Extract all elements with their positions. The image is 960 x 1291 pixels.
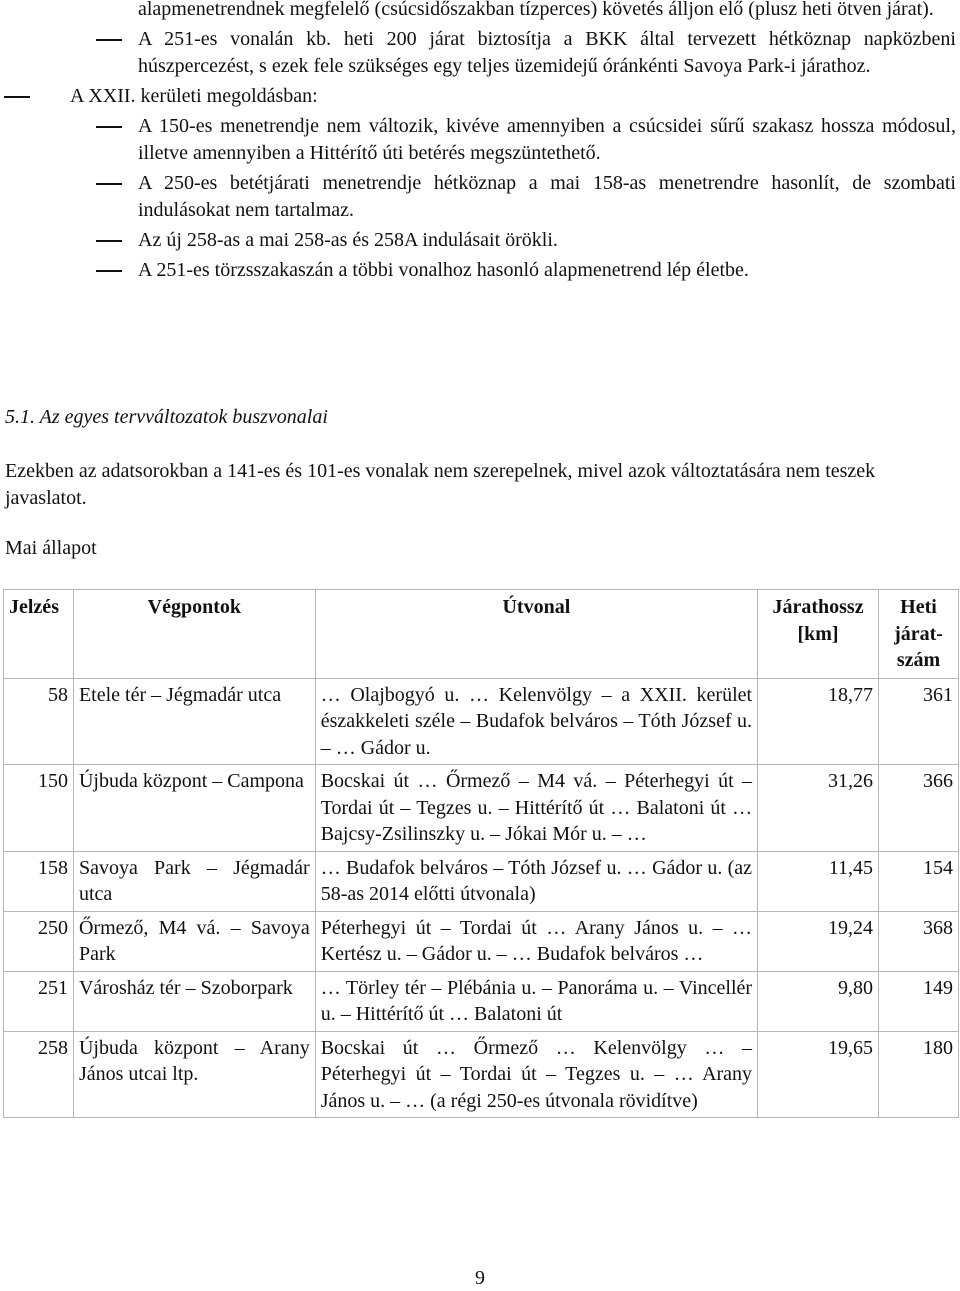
bullet-item xyxy=(138,257,956,284)
dash-bullet-icon xyxy=(96,39,122,41)
bullet-list xyxy=(0,0,960,284)
dash-bullet-icon xyxy=(4,96,30,98)
cell-utvonal: Bocskai út … Őrmező – M4 vá. – Péterhegyi út – Tordai út – Tegzes u. – Hittérítő út … Balatoni út … Bajcsy-Zsilinszky u. – Jókai Mór u. – … xyxy=(315,765,757,852)
bullet-item xyxy=(138,113,956,167)
dash-bullet-icon xyxy=(96,270,122,272)
cell-hossz: 9,80 xyxy=(758,971,879,1031)
cell-heti: 368 xyxy=(879,911,959,971)
bullet-text: A XXII. kerületi megoldásban: xyxy=(70,85,318,107)
table-row xyxy=(4,678,959,765)
bullet-item xyxy=(138,227,956,254)
cell-hossz: 19,24 xyxy=(758,911,879,971)
cell-jelzes: 258 xyxy=(4,1031,74,1118)
bullet-text: A 150-es menetrendje nem változik, kivéve amennyiben a csúcsidei sűrű szakasz hossza módosul, illetve amennyiben a Hittérítő úti betérés megszüntethető. xyxy=(138,115,956,164)
bullet-text: A 250-es betétjárati menetrendje hétköznap a mai 158-as menetrendre hasonlít, de szombati indulásokat nem tartalmaz. xyxy=(138,172,956,221)
cell-heti: 361 xyxy=(879,678,959,765)
cell-vegpontok: Városház tér – Szoborpark xyxy=(73,971,315,1031)
cell-hossz: 19,65 xyxy=(758,1031,879,1118)
header-vegpontok: Végpontok xyxy=(73,590,315,679)
page-number: 9 xyxy=(475,1267,485,1289)
bullet-item xyxy=(138,26,956,80)
header-utvonal: Útvonal xyxy=(315,590,757,679)
cell-vegpontok: Savoya Park – Jégmadár utca xyxy=(73,851,315,911)
bullet-item xyxy=(138,0,956,23)
table-header-row xyxy=(4,590,959,679)
cell-hossz: 31,26 xyxy=(758,765,879,852)
cell-utvonal: … Olajbogyó u. … Kelenvölgy – a XXII. kerület északkeleti széle – Budafok belváros – Tóth József u. – … Gádor u. xyxy=(315,678,757,765)
cell-jelzes: 58 xyxy=(4,678,74,765)
subheading: Mai állapot xyxy=(5,537,97,559)
header-heti: Heti járat-szám xyxy=(879,590,959,679)
table-row xyxy=(4,1031,959,1118)
cell-utvonal: Bocskai út … Őrmező … Kelenvölgy … – Péterhegyi út – Tordai út – Tegzes u. – … Arany János u. – … (a régi 250-es útvonala rövidítve) xyxy=(315,1031,757,1118)
cell-utvonal: … Budafok belváros – Tóth József u. … Gádor u. (az 58-as 2014 előtti útvonala) xyxy=(315,851,757,911)
intro-paragraph: Ezekben az adatsorokban a 141-es és 101-es vonalak nem szerepelnek, mivel azok változtatására nem teszek javaslatot. xyxy=(5,460,876,509)
section-heading: 5.1. Az egyes tervváltozatok buszvonalai xyxy=(5,406,328,428)
bullet-item xyxy=(138,170,956,224)
table-row xyxy=(4,911,959,971)
cell-jelzes: 251 xyxy=(4,971,74,1031)
bullet-text: Az új 258-as a mai 258-as és 258A indulásait örökli. xyxy=(138,229,558,251)
cell-vegpontok: Újbuda központ – Campona xyxy=(73,765,315,852)
table-row xyxy=(4,971,959,1031)
cell-jelzes: 150 xyxy=(4,765,74,852)
cell-utvonal: … Törley tér – Plébánia u. – Panoráma u. – Vincellér u. – Hittérítő út … Balatoni út xyxy=(315,971,757,1031)
cell-heti: 366 xyxy=(879,765,959,852)
cell-jelzes: 158 xyxy=(4,851,74,911)
header-jarathossz: Járathossz [km] xyxy=(758,590,879,679)
bullet-text: A 251-es törzsszakaszán a többi vonalhoz hasonló alapmenetrend lép életbe. xyxy=(138,259,749,281)
dash-bullet-icon xyxy=(96,183,122,185)
bullet-text: alapmenetrendnek megfelelő (csúcsidőszakban tízperces) követés álljon elő (plusz heti ötven járat). xyxy=(138,0,934,20)
cell-vegpontok: Újbuda központ – Arany János utcai ltp. xyxy=(73,1031,315,1118)
cell-vegpontok: Őrmező, M4 vá. – Savoya Park xyxy=(73,911,315,971)
cell-heti: 149 xyxy=(879,971,959,1031)
bullet-text: A 251-es vonalán kb. heti 200 járat biztosítja a BKK által tervezett hétköznap napközbeni húszpercezést, s ezek fele szükséges egy teljes üzemidejű óránkénti Savoya Park-i járathoz. xyxy=(138,28,956,77)
cell-heti: 154 xyxy=(879,851,959,911)
dash-bullet-icon xyxy=(96,240,122,242)
cell-vegpontok: Etele tér – Jégmadár utca xyxy=(73,678,315,765)
dash-bullet-icon xyxy=(96,126,122,128)
cell-utvonal: Péterhegyi út – Tordai út … Arany János u. – … Kertész u. – Gádor u. – … Budafok belváros … xyxy=(315,911,757,971)
cell-hossz: 18,77 xyxy=(758,678,879,765)
bullet-item xyxy=(70,83,950,110)
cell-jelzes: 250 xyxy=(4,911,74,971)
table-row xyxy=(4,765,959,852)
routes-table xyxy=(3,589,959,1118)
table-row xyxy=(4,851,959,911)
header-jelzes: Jelzés xyxy=(4,590,74,679)
cell-hossz: 11,45 xyxy=(758,851,879,911)
cell-heti: 180 xyxy=(879,1031,959,1118)
